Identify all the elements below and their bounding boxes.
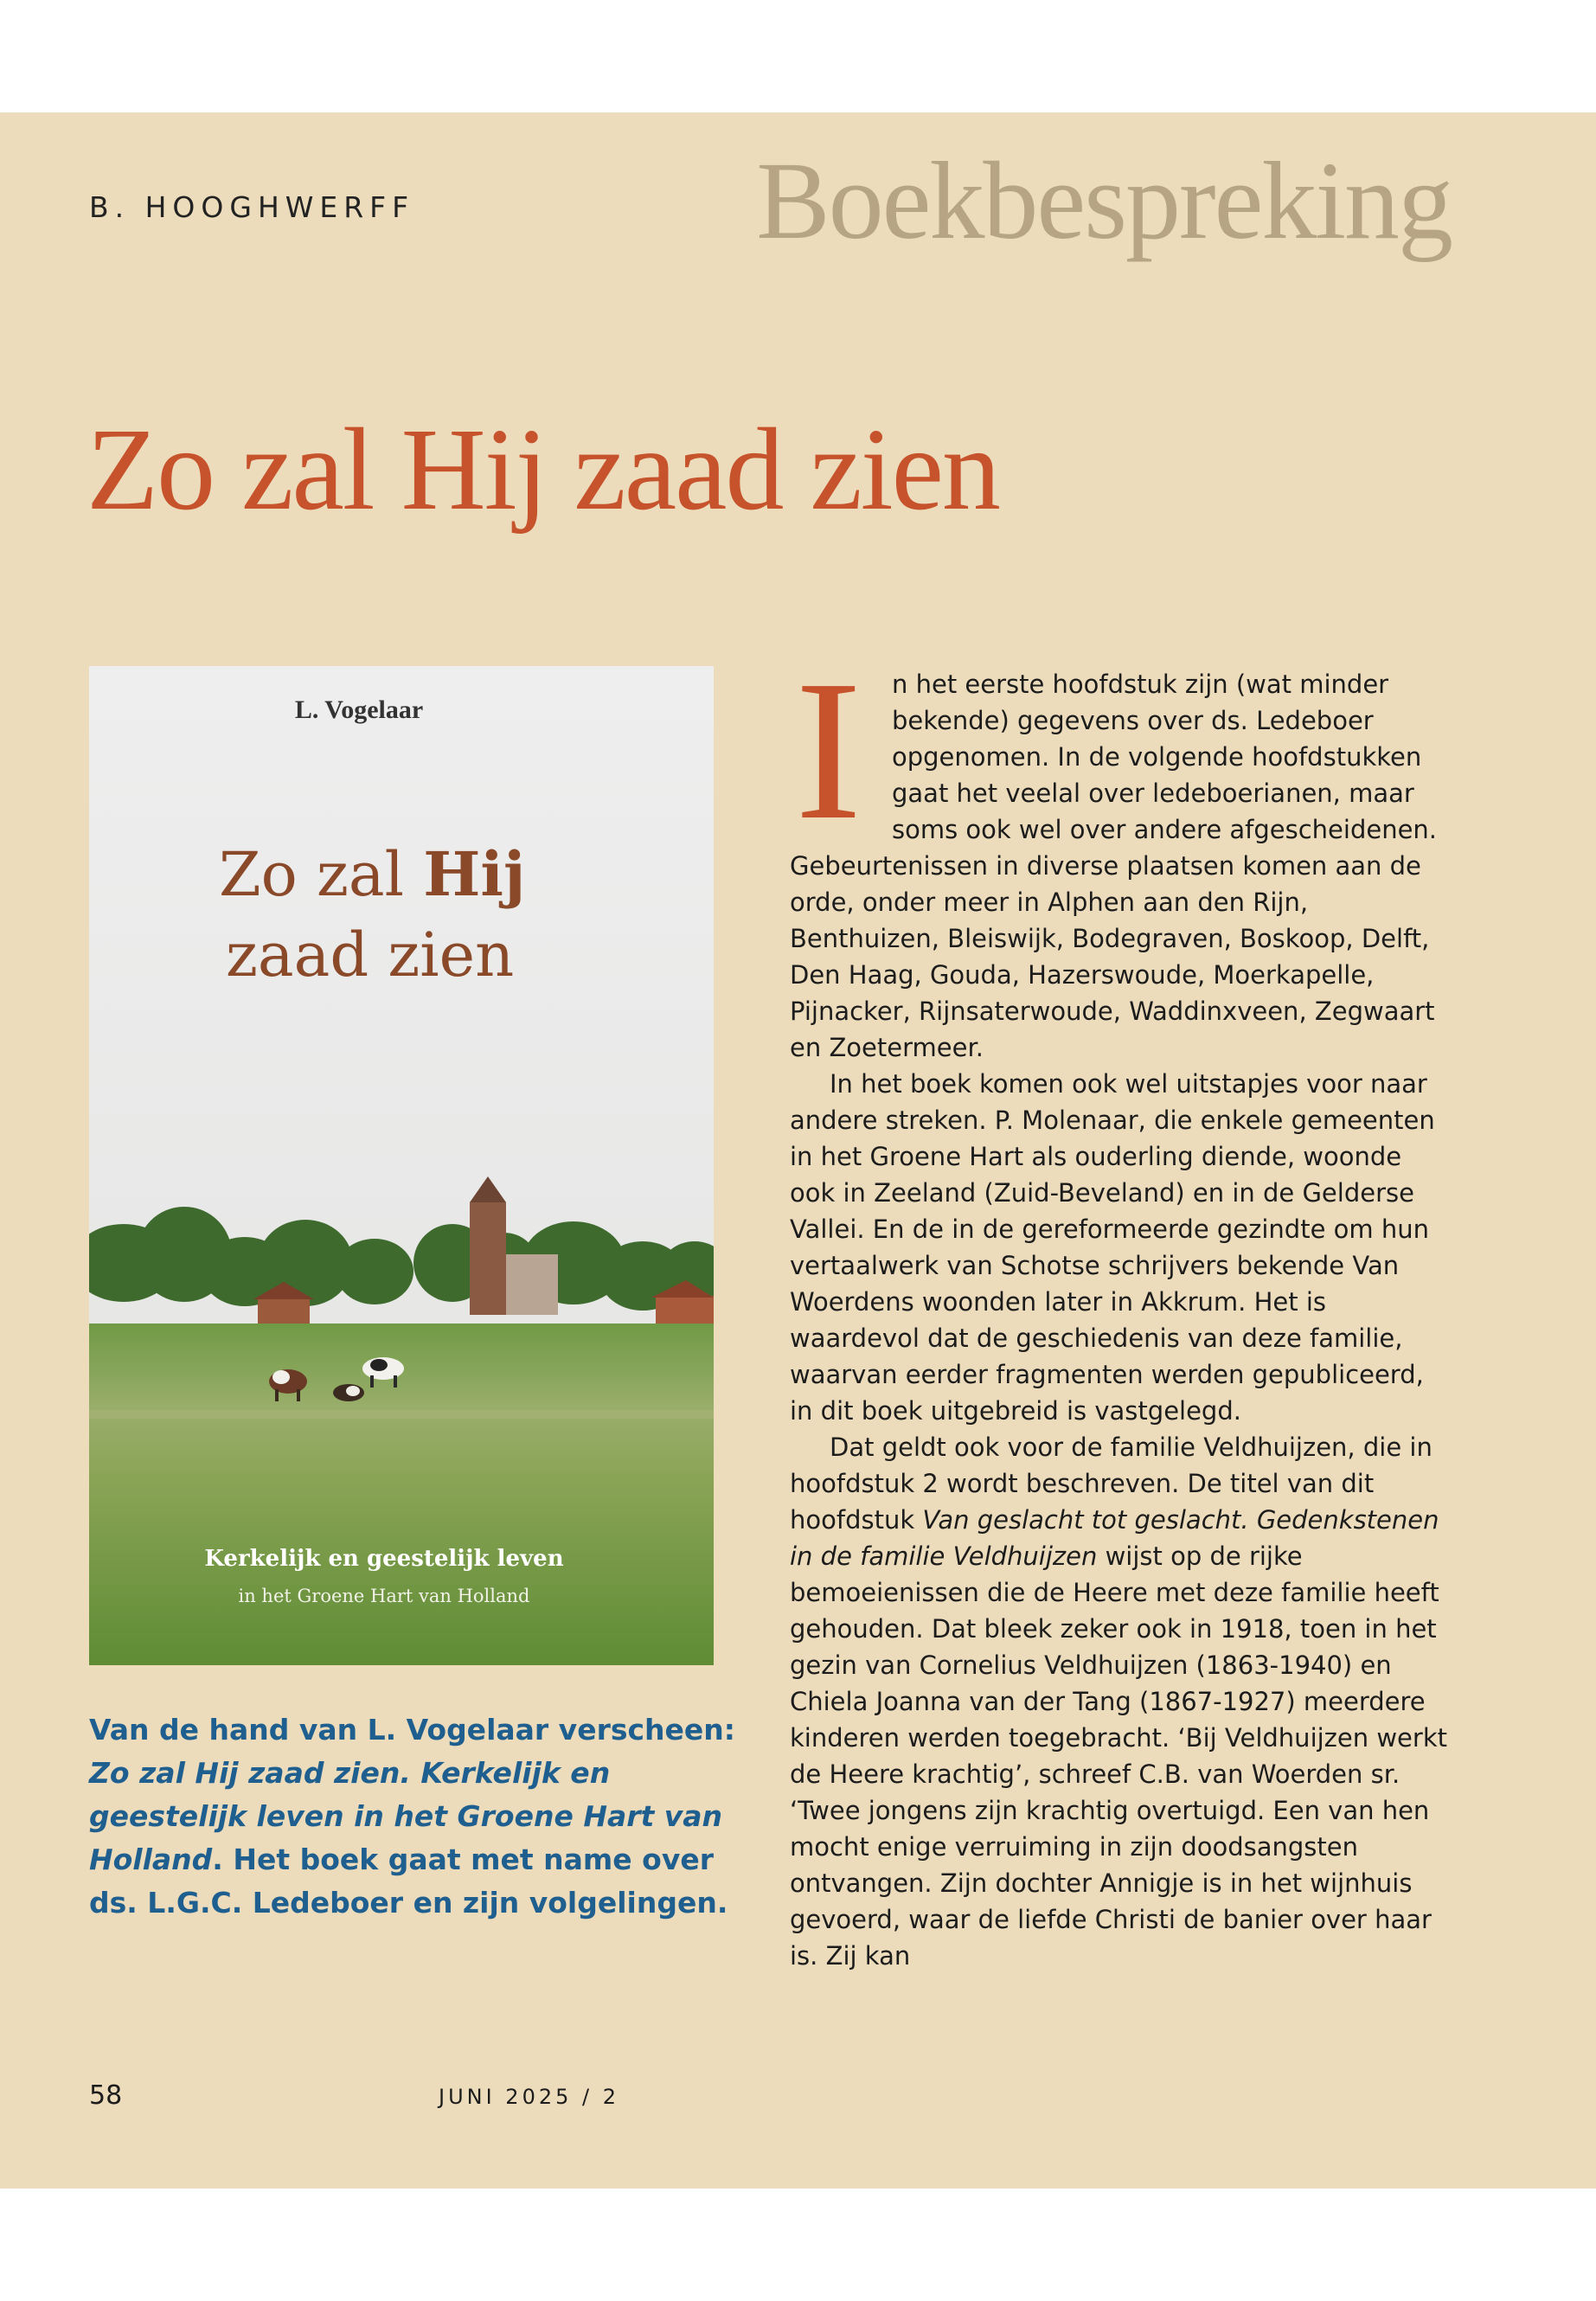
book-cover-image <box>89 666 714 1665</box>
paragraph-3-end: wijst op de rijke bemoeienissen die de Heere met deze familie heeft gehouden. Dat bleek zeker ook in 1918, toen in het gezin van Cornelius Veldhuijzen (1863-1940) en Chiela Joanna van der Tang (1867-1927) meerdere kinderen werden toegebracht. ‘Bij Veldhuijzen werkt de Heere krachtig’, schreef C.B. van Woerden sr. ‘Twee jongens zijn krachtig overtuigd. Een van hen mocht enige verruiming in zijn doodsangsten ontvangen. Zijn dochter Annigje is in het wijnhuis gevoerd, waar de liefde Christi de banier over haar is. Zij kan <box>790 1541 1447 1971</box>
cover-caption <box>89 1708 755 1925</box>
section-heading: Boekbespreking <box>756 139 1452 262</box>
drop-cap: I <box>795 639 862 862</box>
page-number: 58 <box>89 2080 123 2111</box>
paragraph-1: n het eerste hoofdstuk zijn (wat minder bekende) gegevens over ds. Ledeboer opgenomen. In de volgende hoofdstukken gaat het veelal over ledeboerianen, maar soms ook wel over andere afgescheidenen. Gebeurtenissen in diverse plaatsen komen aan de orde, onder meer in Alphen aan den Rijn, Benthuizen, Bleiswijk, Bodegraven, Boskoop, Delft, Den Haag, Gouda, Hazerswoude, Moerkapelle, Pijnacker, Rijnsaterwoude, Waddinxveen, Zegwaart en Zoetermeer. <box>790 670 1438 1062</box>
paragraph-3 <box>790 1429 1447 1974</box>
cover-title-line1 <box>219 838 525 910</box>
cover-title-bold: Hij <box>423 838 526 910</box>
article-body <box>790 639 1447 1974</box>
caption-book-title: Zo zal Hij zaad zien. Kerkelijk en geestelijk leven in het Groene Hart van Holland <box>89 1756 723 1876</box>
caption-rest: . Het boek gaat met name over ds. L.G.C. Ledeboer en zijn volgelingen. <box>89 1843 728 1920</box>
paragraph-2: In het boek komen ook wel uitstapjes voor naar andere streken. P. Molenaar, die enkele gemeenten in het Groene Hart als ouderling diende, woonde ook in Zeeland (Zuid-Beveland) en in de Gelderse Vallei. En de in de gereformeerde gezindte om hun vertaalwerk van Schotse schrijvers bekende Van Woerdens woonden later in Akkrum. Het is waardevol dat de geschiedenis van deze familie, waarvan eerder fragmenten werden gepubliceerd, in dit boek uitgebreid is vastgelegd. <box>790 1069 1435 1426</box>
magazine-page <box>0 112 1596 2189</box>
cover-title-line2: zaad zien <box>226 920 515 990</box>
paragraph-3-start: Dat geldt ook voor de familie Veldhuijzen, die in hoofdstuk 2 wordt beschreven. De titel van dit hoofdstuk <box>790 1433 1433 1535</box>
cover-title-part1: Zo zal <box>219 839 424 910</box>
issue-label: JUNI 2025 / 2 <box>439 2085 619 2109</box>
chapter-title: Van geslacht tot geslacht. Gedenkstenen in de familie Veldhuijzen <box>790 1505 1439 1571</box>
author-byline: B. HOOGHWERFF <box>89 190 415 224</box>
caption-lead: Van de hand van L. Vogelaar verscheen: <box>89 1713 735 1747</box>
cover-author: L. Vogelaar <box>294 695 424 724</box>
cover-subtitle2: in het Groene Hart van Holland <box>238 1586 530 1606</box>
article-title: Zo zal Hij zaad zien <box>87 405 999 535</box>
cover-subtitle: Kerkelijk en geestelijk leven <box>204 1546 564 1572</box>
